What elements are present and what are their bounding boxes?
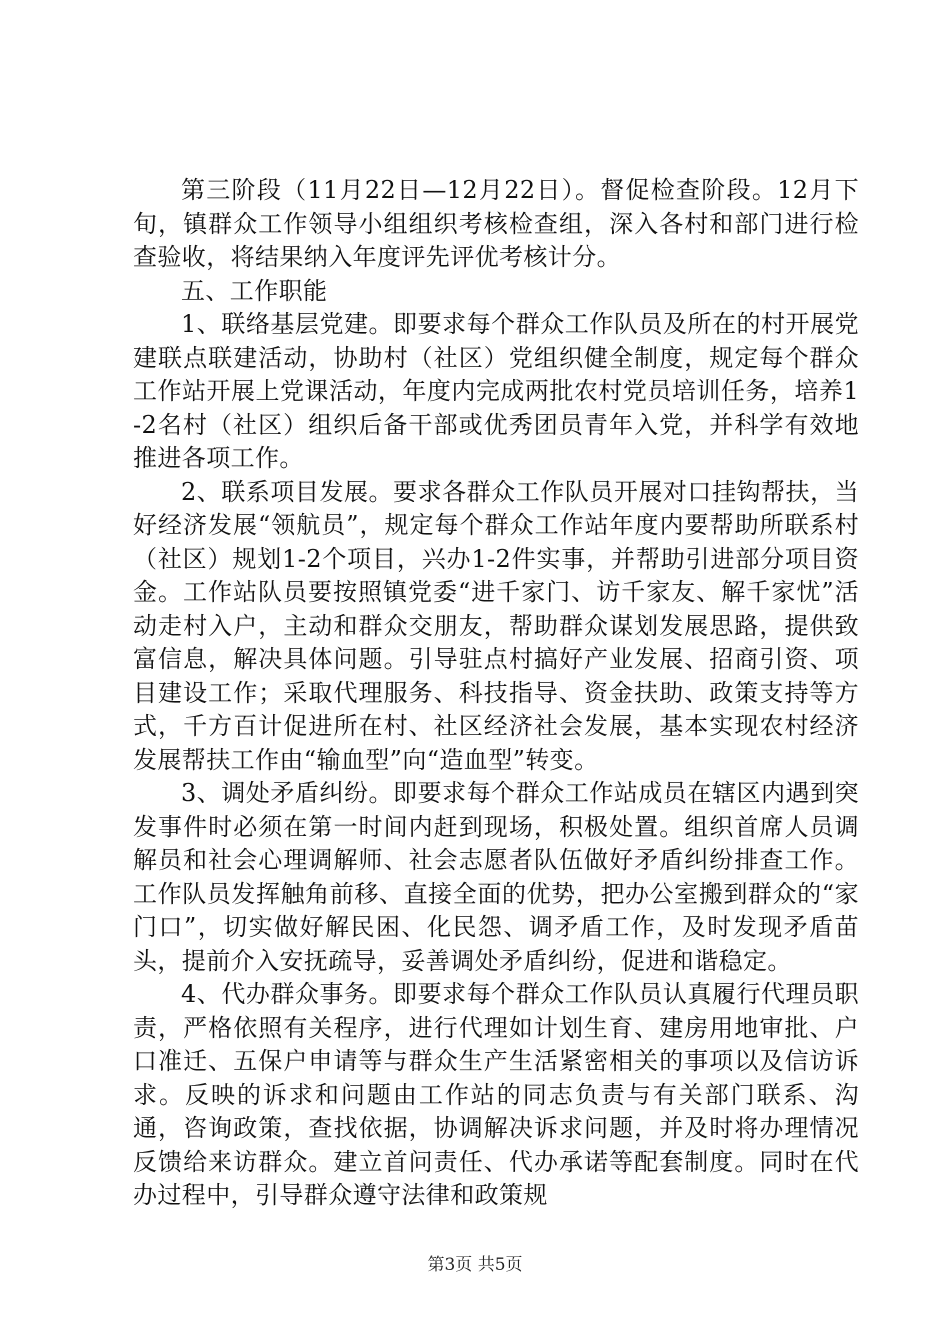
paragraph-stage-three: 第三阶段（11月22日—12月22日）。督促检查阶段。12月下旬，镇群众工作领导小组组织考核检查组，深入各村和部门进行检查验收，将结果纳入年度评先评优考核计分。 <box>133 176 859 271</box>
paragraph-dispute-mediation: 3、调处矛盾纠纷。即要求每个群众工作站成员在辖区内遇到突发事件时必须在第一时间内赶到现场，积极处置。组织首席人员调解员和社会心理调解师、社会志愿者队伍做好矛盾纠纷排查工作。工作队员发挥触角前移、直接全面的优势，把办公室搬到群众的“家门口”，切实做好解民困、化民怨、调矛盾工作，及时发现矛盾苗头，提前介入安抚疏导，妥善调处矛盾纠纷，促进和谐稳定。 <box>133 779 859 975</box>
document-body <box>133 174 859 1213</box>
paragraph-agency-services: 4、代办群众事务。即要求每个群众工作队员认真履行代理员职责，严格依照有关程序，进行代理如计划生育、建房用地审批、户口准迁、五保户申请等与群众生产生活紧密相关的事项以及信访诉求。反映的诉求和问题由工作站的同志负责与有关部门联系、沟通，咨询政策，查找依据，协调解决诉求问题，并及时将办理情况反馈给来访群众。建立首问责任、代办承诺等配套制度。同时在代办过程中，引导群众遵守法律和政策规 <box>133 980 859 1209</box>
section-heading-work-functions: 五、工作职能 <box>181 276 328 305</box>
paragraph-party-building: 1、联络基层党建。即要求每个群众工作队员及所在的村开展党建联点联建活动，协助村（社区）党组织健全制度，规定每个群众工作站开展上党课活动，年度内完成两批农村党员培训任务，培养1-2名村（社区）组织后备干部或优秀团员青年入党，并科学有效地推进各项工作。 <box>133 310 859 472</box>
page-number-footer: 第3页 共5页 <box>427 1255 523 1275</box>
paragraph-project-development: 2、联系项目发展。要求各群众工作队员开展对口挂钩帮扶，当好经济发展“领航员”，规定每个群众工作站年度内要帮助所联系村（社区）规划1-2个项目，兴办1-2件实事，并帮助引进部分项目资金。工作站队员要按照镇党委“进千家门、访千家友、解千家忧”活动走村入户，主动和群众交朋友，帮助群众谋划发展思路，提供致富信息，解决具体问题。引导驻点村搞好产业发展、招商引资、项目建设工作；采取代理服务、科技指导、资金扶助、政策支持等方式，千方百计促进所在村、社区经济社会发展，基本实现农村经济发展帮扶工作由“输血型”向“造血型”转变。 <box>133 477 859 774</box>
